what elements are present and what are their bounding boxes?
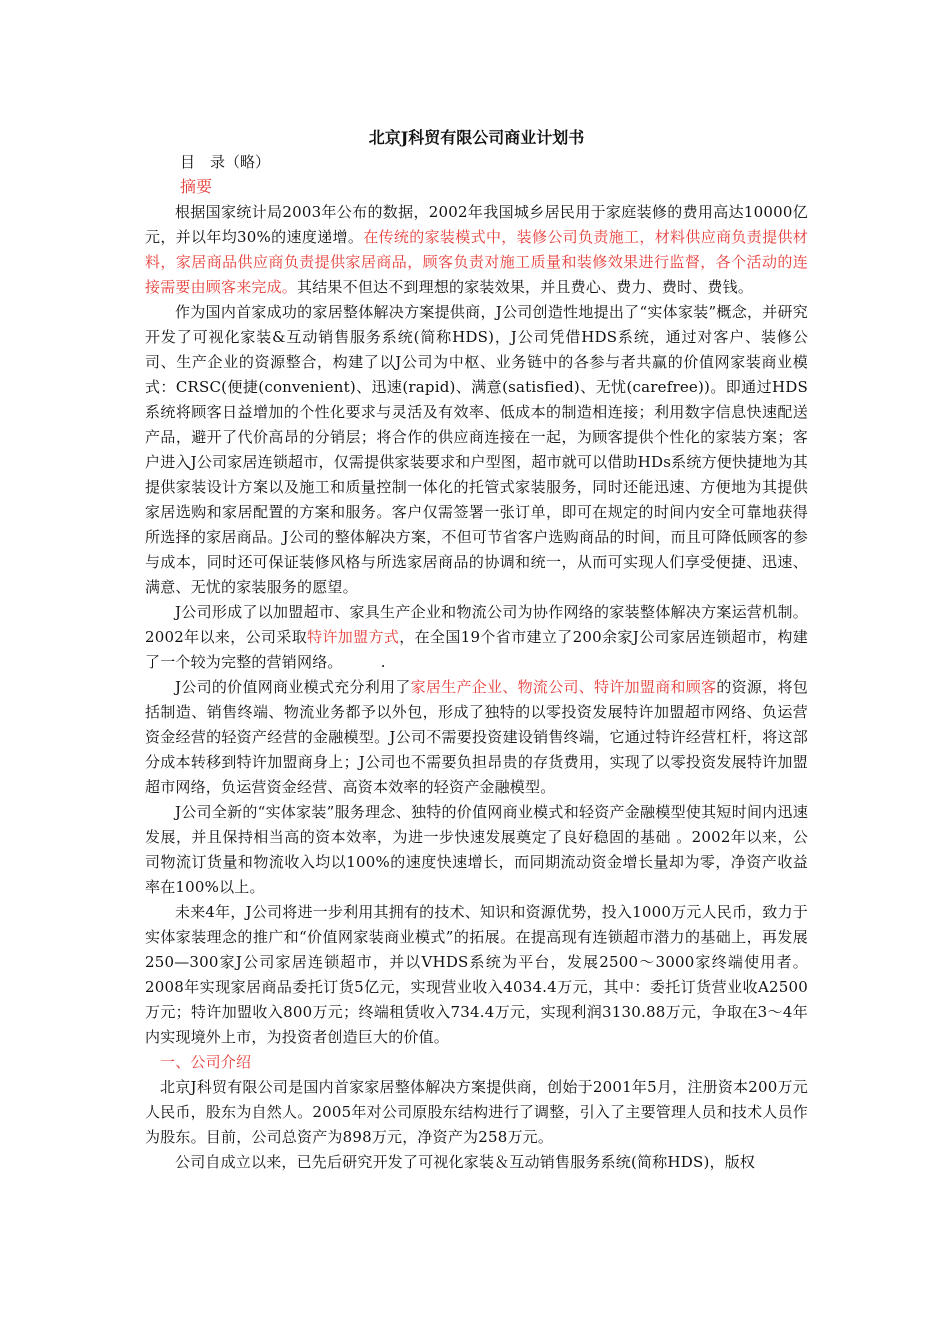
paragraph-business-model: 作为国内首家成功的家居整体解决方案提供商，J公司创造性地提出了“实体家装”概念，并研究开发了可视化家装&互动销售服务系统(简称HDS)，J公司凭借HDS系统，通过对客户、装修公司、生产企业的资源整合，构建了以J公司为中枢、业务链中的各参与者共赢的价值网家装商业模式：CRSC(便捷(convenient)、迅速(rapid)、满意(satisfied)、无忧(carefree))。即通过HDS系统将顾客日益增加的个性化要求与灵活及有效率、低成本的制造相连接；利用数字信息快速配送产品，避开了代价高昂的分销层；将合作的供应商连接在一起，为顾客提供个性化的家装方案；客户进入J公司家居连锁超市，仅需提供家装要求和户型图，超市就可以借助HDs系统方便快捷地为其提供家装设计方案以及施工和质量控制一体化的托管式家装服务，同时还能迅速、方便地为其提供家居选购和家居配置的方案和服务。客户仅需签署一张订单，即可在规定的时间内安全可靠地获得所选择的家居商品。J公司的整体解决方案，不但可节省客户选购商品的时间，而且可降低顾客的参与成本，同时还可保证装修风格与所选家居商品的协调和统一，从而可实现人们享受便捷、迅速、满意、无忧的家装服务的愿望。	[145, 303, 808, 596]
table-of-contents-note: 目 录（略）	[180, 153, 271, 171]
paragraph-market-background: 根据国家统计局2003年公布的数据，2002年我国城乡居民用于家庭装修的费用高达10000亿元，并以年均30%的速度递增。在传统的家装模式中，装修公司负责施工，材料供应商负责提供材料，家居商品供应商负责提供家居商品，顾客负责对施工质量和装修效果进行监督，各个活动的连接需要由顾客来完成。其结果不但达不到理想的家装效果，并且费心、费力、费时、费钱。	[145, 203, 808, 296]
paragraph-value-network: J公司的价值网商业模式充分利用了家居生产企业、物流公司、特许加盟商和顾客的资源，将包括制造、销售终端、物流业务都予以外包，形成了独特的以零投资发展特许加盟超市网络、负运营资金经营的轻资产经营的金融模型。J公司不需要投资建设销售终端，它通过特许经营杠杆，将这部分成本转移到特许加盟商身上；J公司也不需要负担昂贵的存货费用，实现了以零投资发展特许加盟超市网络，负运营资金经营、高资本效率的轻资产金融模型。	[145, 678, 808, 796]
paragraph-company-rnd: 公司自成立以来，已先后研究开发了可视化家装＆互动销售服务系统(简称HDS)，版权	[175, 1153, 756, 1171]
paragraph-growth: J公司全新的“实体家装”服务理念、独特的价值网商业模式和轻资产金融模型使其短时间内迅速发展，并且保持相当高的资本效率，为进一步快速发展奠定了良好稳固的基础 。2002年以来，公司物流订货量和物流收入均以100%的速度快速增长，而同期流动资金增长量却为零，净资产收益率在100%以上。	[145, 803, 808, 896]
section-heading-company-intro: 一、公司介绍	[160, 1053, 252, 1071]
highlight-traditional-model: 在传统的家装模式中，装修公司负责施工，材料供应商负责提供材料，家居商品供应商负责提供家居商品，顾客负责对施工质量和装修效果进行监督，各个活动的连接需要由顾客来完成。	[145, 228, 808, 296]
abstract-heading: 摘要	[180, 177, 213, 196]
highlight-franchise: 特许加盟方式	[307, 628, 400, 646]
highlight-partners: 家居生产企业、物流公司、特许加盟商和顾客	[410, 678, 717, 696]
paragraph-future-plan: 未来4年，J公司将进一步利用其拥有的技术、知识和资源优势，投入1000万元人民币，致力于实体家装理念的推广和“价值网家装商业模式”的拓展。在提高现有连锁超市潜力的基础上，再发展250—300家J公司家居连锁超市，并以VHDS系统为平台，发展2500～3000家终端使用者。2008年实现家居商品委托订货5亿元，实现营业收入4034.4万元，其中：委托订货营业收A2500万元；特许加盟收入800万元；终端租赁收入734.4万元，实现利润3130.88万元，争取在3～4年内实现境外上市，为投资者创造巨大的价值。	[145, 903, 808, 1046]
document-body	[145, 200, 808, 1175]
paragraph-company-intro: 北京J科贸有限公司是国内首家家居整体解决方案提供商，创始于2001年5月，注册资本200万元人民币，股东为自然人。2005年对公司原股东结构进行了调整，引入了主要管理人员和技术人员作为股东。目前，公司总资产为898万元，净资产为258万元。	[145, 1078, 808, 1146]
document-title: 北京J科贸有限公司商业计划书	[368, 128, 585, 147]
paragraph-operating-mechanism: J公司形成了以加盟超市、家具生产企业和物流公司为协作网络的家装整体解决方案运营机制。2002年以来，公司采取特许加盟方式，在全国19个省市建立了200余家J公司家居连锁超市，构建了一个较为完整的营销网络。 .	[145, 603, 808, 671]
